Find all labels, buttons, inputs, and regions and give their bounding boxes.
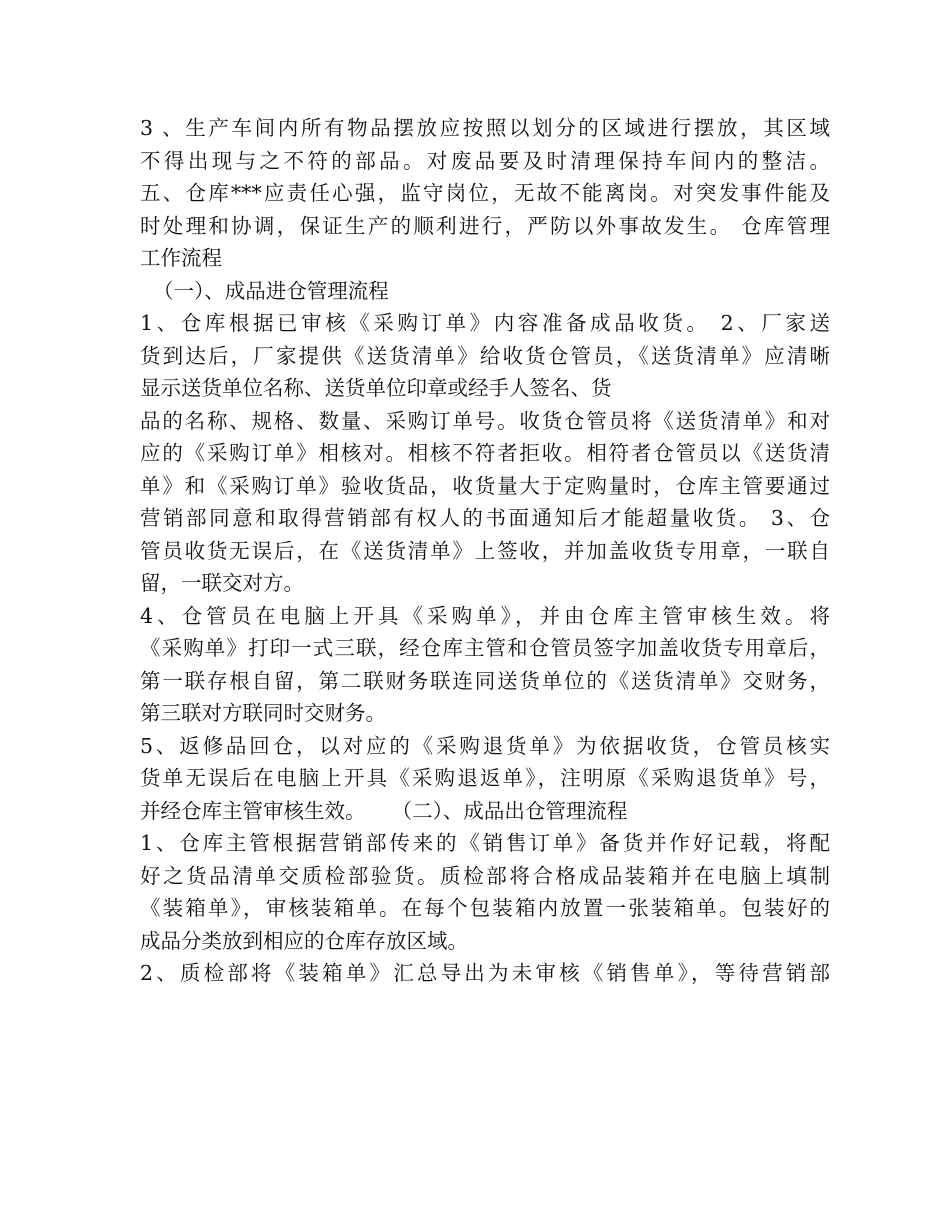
- text-line: 品的名称、规格、数量、采购订单号。收货仓管员将《送货清单》和对: [140, 408, 830, 433]
- text-line: 1、仓库根据已审核《采购订单》内容准备成品收货。 2、厂家送: [140, 311, 830, 335]
- text-line: 不得出现与之不符的部品。对废品要及时清理保持车间内的整洁。: [140, 148, 830, 173]
- text-line: 管员收货无误后，在《送货清单》上签收，并加盖收货专用章，一联自: [140, 538, 830, 563]
- section-heading: （一）、成品进仓管理流程: [140, 278, 389, 303]
- text-line: 五、仓库***应责任心强，监守岗位，无故不能离岗。对突发事件能及: [140, 181, 830, 205]
- text-line: 工作流程: [140, 246, 222, 270]
- text-line: 显示送货单位名称、送货单位印章或经手人签名、货: [140, 376, 612, 400]
- text-line: 3 、生产车间内所有物品摆放应按照以划分的区域进行摆放，其区域: [140, 116, 830, 140]
- text-line: 单》和《采购订单》验收货品，收货量大于定购量时，仓库主管要通过: [140, 473, 830, 498]
- text-line: 《装箱单》，审核装箱单。在每个包装箱内放置一张装箱单。包装好的: [140, 896, 830, 920]
- text-line: 4、仓管员在电脑上开具《采购单》，并由仓库主管审核生效。将: [140, 603, 830, 628]
- text-line: 1、仓库主管根据营销部传来的《销售订单》备货并作好记载，将配: [140, 831, 830, 855]
- text-line: 营销部同意和取得营销部有权人的书面通知后才能超量收货。 3、仓: [140, 506, 830, 530]
- text-line: 时处理和协调，保证生产的顺利进行，严防以外事故发生。 仓库管理: [140, 213, 830, 238]
- text-line: 成品分类放到相应的仓库存放区域。: [140, 928, 468, 953]
- text-line: 货到达后，厂家提供《送货清单》给收货仓管员，《送货清单》应清晰: [140, 343, 830, 368]
- text-line: 并经仓库主管审核生效。 （二）、成品出仓管理流程: [140, 798, 628, 823]
- text-line: 《采购单》打印一式三联，经仓库主管和仓管员签字加盖收货专用章后，: [140, 636, 830, 660]
- text-line: 应的《采购订单》相核对。相核不符者拒收。相符者仓管员以《送货清: [140, 441, 830, 465]
- document-body: [140, 112, 830, 990]
- text-line: 第一联存根自留，第二联财务联连同送货单位的《送货清单》交财务，: [140, 668, 830, 693]
- text-line: 5、返修品回仓，以对应的《采购退货单》为依据收货，仓管员核实: [140, 733, 830, 758]
- text-line: 2、质检部将《装箱单》汇总导出为未审核《销售单》，等待营销部: [140, 961, 830, 985]
- text-line: 第三联对方联同时交财务。: [140, 701, 386, 725]
- text-line: 货单无误后在电脑上开具《采购退返单》，注明原《采购退货单》号，: [140, 766, 830, 790]
- text-line: 留，一联交对方。: [140, 571, 304, 595]
- text-line: 好之货品清单交质检部验货。质检部将合格成品装箱并在电脑上填制: [140, 863, 830, 888]
